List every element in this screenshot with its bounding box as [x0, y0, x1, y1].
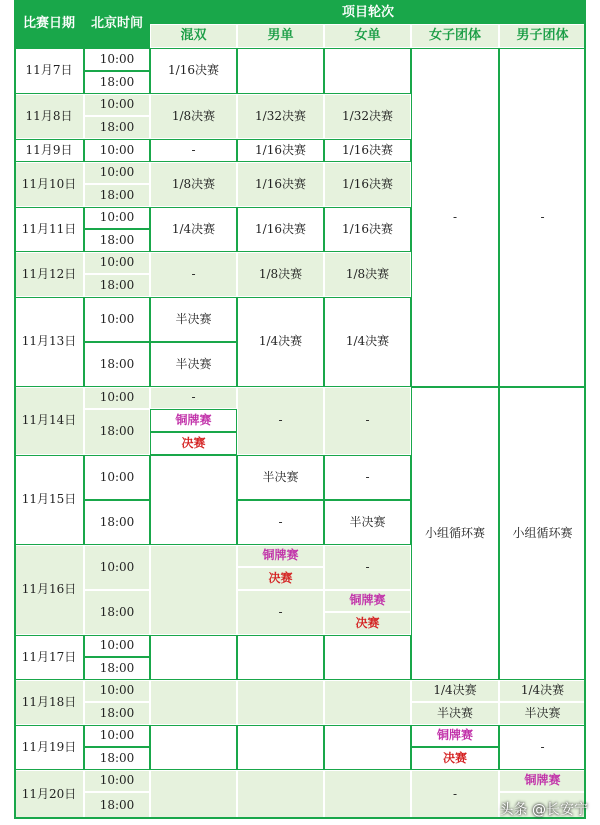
womens-team-cell: 小组循环赛	[411, 387, 499, 680]
header-mixed: 混双	[150, 24, 237, 48]
mixed-cell: 半决赛	[150, 297, 237, 342]
mixed-cell: 1/4决赛	[150, 207, 237, 252]
mixed-cell: -	[150, 387, 237, 409]
womens-singles-cell: -	[324, 387, 411, 455]
date-cell: 11月13日	[14, 297, 84, 387]
womens-singles-cell: 决赛	[324, 612, 411, 635]
womens-singles-cell: 1/32决赛	[324, 94, 411, 139]
time-cell: 18:00	[84, 657, 150, 680]
mens-singles-cell	[237, 48, 324, 94]
mens-singles-cell: 1/32决赛	[237, 94, 324, 139]
mixed-cell	[150, 770, 237, 819]
mens-team-cell: 铜牌赛	[499, 770, 586, 792]
womens-singles-cell: 半决赛	[324, 500, 411, 545]
mixed-cell	[150, 680, 237, 725]
womens-singles-cell	[324, 770, 411, 819]
mens-singles-cell: 半决赛	[237, 455, 324, 500]
time-cell: 18:00	[84, 71, 150, 94]
date-cell: 11月12日	[14, 252, 84, 297]
mens-team-cell: -	[499, 725, 586, 770]
date-cell: 11月17日	[14, 635, 84, 680]
time-cell: 10:00	[84, 297, 150, 342]
womens-singles-cell	[324, 680, 411, 725]
mens-singles-cell: -	[237, 387, 324, 455]
mens-team-cell: 1/4决赛	[499, 680, 586, 702]
mixed-cell	[150, 725, 237, 770]
mixed-cell	[150, 455, 237, 545]
time-cell: 18:00	[84, 500, 150, 545]
time-cell: 18:00	[84, 229, 150, 252]
womens-singles-cell: -	[324, 545, 411, 590]
date-cell: 11月8日	[14, 94, 84, 139]
womens-team-cell: 1/4决赛	[411, 680, 499, 702]
womens-team-cell: -	[411, 48, 499, 387]
time-cell: 18:00	[84, 409, 150, 455]
date-cell: 11月7日	[14, 48, 84, 94]
mens-singles-cell: -	[237, 500, 324, 545]
header-mens-singles: 男单	[237, 24, 324, 48]
date-cell: 11月15日	[14, 455, 84, 545]
time-cell: 10:00	[84, 94, 150, 116]
mens-singles-cell: 1/16决赛	[237, 162, 324, 207]
mens-singles-cell: 1/16决赛	[237, 139, 324, 162]
womens-team-cell: 铜牌赛	[411, 725, 499, 747]
time-cell: 18:00	[84, 792, 150, 819]
mixed-cell: 决赛	[150, 432, 237, 455]
date-cell: 11月14日	[14, 387, 84, 455]
mens-team-cell: 半决赛	[499, 702, 586, 725]
header-womens-team: 女子团体	[411, 24, 499, 48]
mixed-cell: -	[150, 252, 237, 297]
time-cell: 10:00	[84, 725, 150, 747]
time-cell: 18:00	[84, 342, 150, 387]
date-cell: 11月11日	[14, 207, 84, 252]
mens-team-cell: -	[499, 48, 586, 387]
time-cell: 18:00	[84, 590, 150, 635]
mixed-cell: 1/8决赛	[150, 94, 237, 139]
mens-singles-cell: 1/16决赛	[237, 207, 324, 252]
time-cell: 18:00	[84, 116, 150, 139]
womens-team-cell: -	[411, 770, 499, 819]
time-cell: 10:00	[84, 48, 150, 71]
womens-singles-cell: 1/8决赛	[324, 252, 411, 297]
time-cell: 10:00	[84, 139, 150, 162]
time-cell: 18:00	[84, 702, 150, 725]
mens-singles-cell: -	[237, 590, 324, 635]
date-cell: 11月16日	[14, 545, 84, 635]
mixed-cell: 1/16决赛	[150, 48, 237, 94]
date-cell: 11月10日	[14, 162, 84, 207]
header-time: 北京时间	[84, 4, 150, 44]
mens-team-cell: 小组循环赛	[499, 387, 586, 680]
womens-singles-cell: -	[324, 455, 411, 500]
time-cell: 10:00	[84, 635, 150, 657]
watermark: 头条 @长安宁	[499, 802, 588, 818]
time-cell: 18:00	[84, 184, 150, 207]
womens-singles-cell: 1/16决赛	[324, 207, 411, 252]
mens-singles-cell	[237, 725, 324, 770]
time-cell: 10:00	[84, 545, 150, 590]
mixed-cell	[150, 635, 237, 680]
womens-singles-cell: 铜牌赛	[324, 590, 411, 612]
mixed-cell: -	[150, 139, 237, 162]
mens-singles-cell: 1/8决赛	[237, 252, 324, 297]
time-cell: 10:00	[84, 770, 150, 792]
womens-team-cell: 决赛	[411, 747, 499, 770]
time-cell: 10:00	[84, 387, 150, 409]
header-mens-team: 男子团体	[499, 24, 586, 48]
date-cell: 11月20日	[14, 770, 84, 819]
mixed-cell: 铜牌赛	[150, 409, 237, 432]
mens-singles-cell: 决赛	[237, 567, 324, 590]
mens-singles-cell	[237, 680, 324, 725]
mens-singles-cell	[237, 770, 324, 819]
mens-singles-cell	[237, 635, 324, 680]
time-cell: 10:00	[84, 252, 150, 274]
mixed-cell	[150, 545, 237, 635]
time-cell: 18:00	[84, 274, 150, 297]
mens-singles-cell: 1/4决赛	[237, 297, 324, 387]
time-cell: 10:00	[84, 162, 150, 184]
date-cell: 11月9日	[14, 139, 84, 162]
mixed-cell: 半决赛	[150, 342, 237, 387]
time-cell: 10:00	[84, 680, 150, 702]
womens-singles-cell	[324, 725, 411, 770]
header-womens-singles: 女单	[324, 24, 411, 48]
womens-singles-cell: 1/4决赛	[324, 297, 411, 387]
mens-singles-cell: 铜牌赛	[237, 545, 324, 567]
time-cell: 10:00	[84, 455, 150, 500]
womens-singles-cell	[324, 635, 411, 680]
womens-team-cell: 半决赛	[411, 702, 499, 725]
womens-singles-cell	[324, 48, 411, 94]
time-cell: 18:00	[84, 747, 150, 770]
header-date: 比赛日期	[14, 4, 84, 44]
mixed-cell: 1/8决赛	[150, 162, 237, 207]
date-cell: 11月18日	[14, 680, 84, 725]
womens-singles-cell: 1/16决赛	[324, 139, 411, 162]
time-cell: 10:00	[84, 207, 150, 229]
date-cell: 11月19日	[14, 725, 84, 770]
header-events: 项目轮次	[150, 2, 586, 24]
womens-singles-cell: 1/16决赛	[324, 162, 411, 207]
